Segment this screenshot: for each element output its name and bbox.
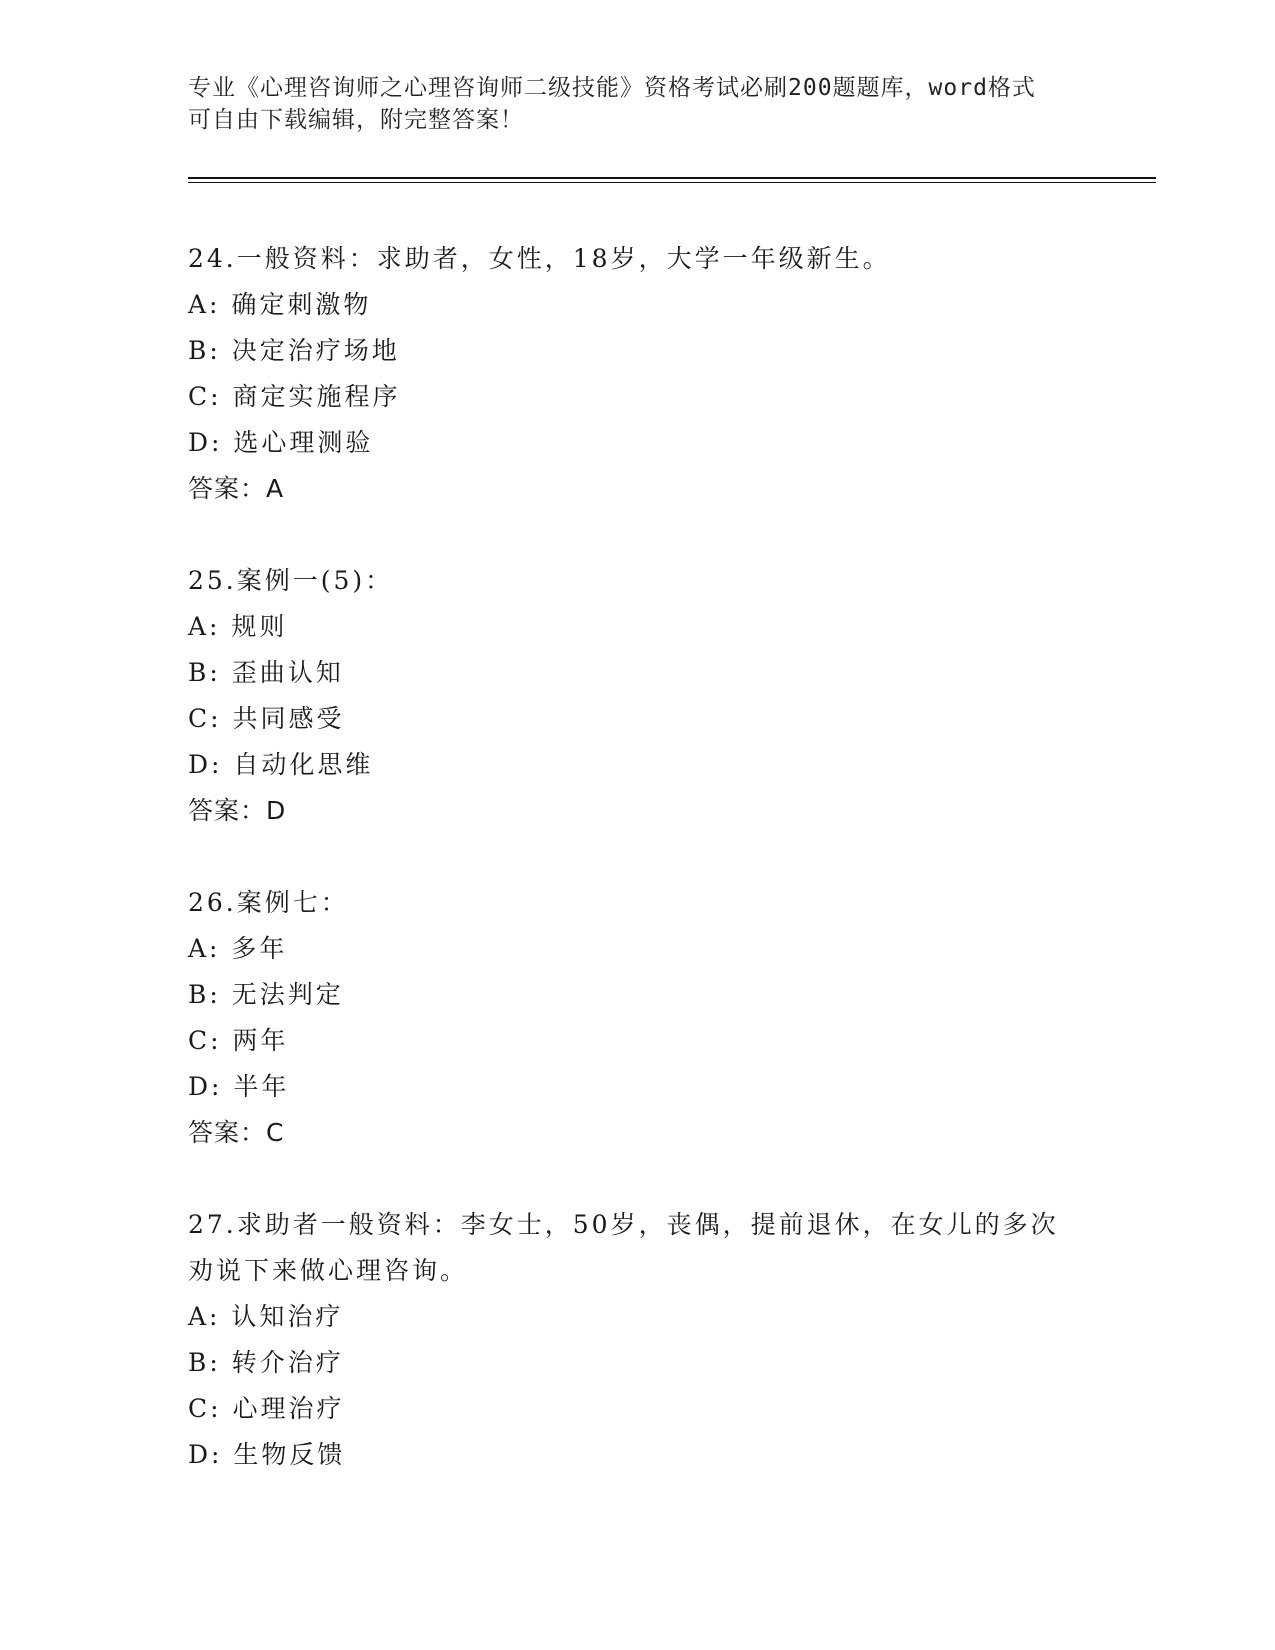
- question-list: [188, 236, 1148, 1524]
- option-b: B: 决定治疗场地: [188, 336, 400, 365]
- option-c: C: 商定实施程序: [188, 382, 401, 411]
- header-divider-thin: [188, 182, 1156, 183]
- option-a: A: 确定刺激物: [188, 290, 372, 319]
- question-stem: 25.案例一(5)：: [188, 566, 394, 595]
- question-24: [188, 236, 1148, 512]
- option-b: B: 转介治疗: [188, 1348, 344, 1377]
- answer-line: 答案：A: [188, 474, 285, 503]
- header-line-2: 可自由下载编辑，附完整答案！: [188, 107, 524, 133]
- document-header: [188, 72, 1088, 136]
- option-c: C: 两年: [188, 1026, 289, 1055]
- option-b: B: 歪曲认知: [188, 658, 344, 687]
- answer-line: 答案：D: [188, 796, 287, 825]
- question-stem: 27.求助者一般资料：李女士，50岁，丧偶，提前退休，在女儿的多次: [188, 1210, 1059, 1239]
- answer-line: 答案：C: [188, 1118, 285, 1147]
- header-divider-thick: [188, 177, 1156, 179]
- question-stem-continued: 劝说下来做心理咨询。: [188, 1256, 469, 1285]
- question-stem: 26.案例七：: [188, 888, 349, 917]
- question-25: [188, 558, 1148, 834]
- option-c: C: 共同感受: [188, 704, 345, 733]
- option-d: D: 选心理测验: [188, 428, 374, 457]
- question-27: [188, 1202, 1148, 1478]
- header-line-1: 专业《心理咨询师之心理咨询师二级技能》资格考试必刷200题题库，word格式: [188, 75, 1036, 101]
- option-d: D: 半年: [188, 1072, 290, 1101]
- option-c: C: 心理治疗: [188, 1394, 345, 1423]
- option-a: A: 多年: [188, 934, 288, 963]
- option-b: B: 无法判定: [188, 980, 344, 1009]
- question-26: [188, 880, 1148, 1156]
- option-a: A: 认知治疗: [188, 1302, 344, 1331]
- question-stem: 24.一般资料：求助者，女性，18岁，大学一年级新生。: [188, 244, 891, 273]
- option-d: D: 生物反馈: [188, 1440, 346, 1469]
- option-a: A: 规则: [188, 612, 288, 641]
- option-d: D: 自动化思维: [188, 750, 374, 779]
